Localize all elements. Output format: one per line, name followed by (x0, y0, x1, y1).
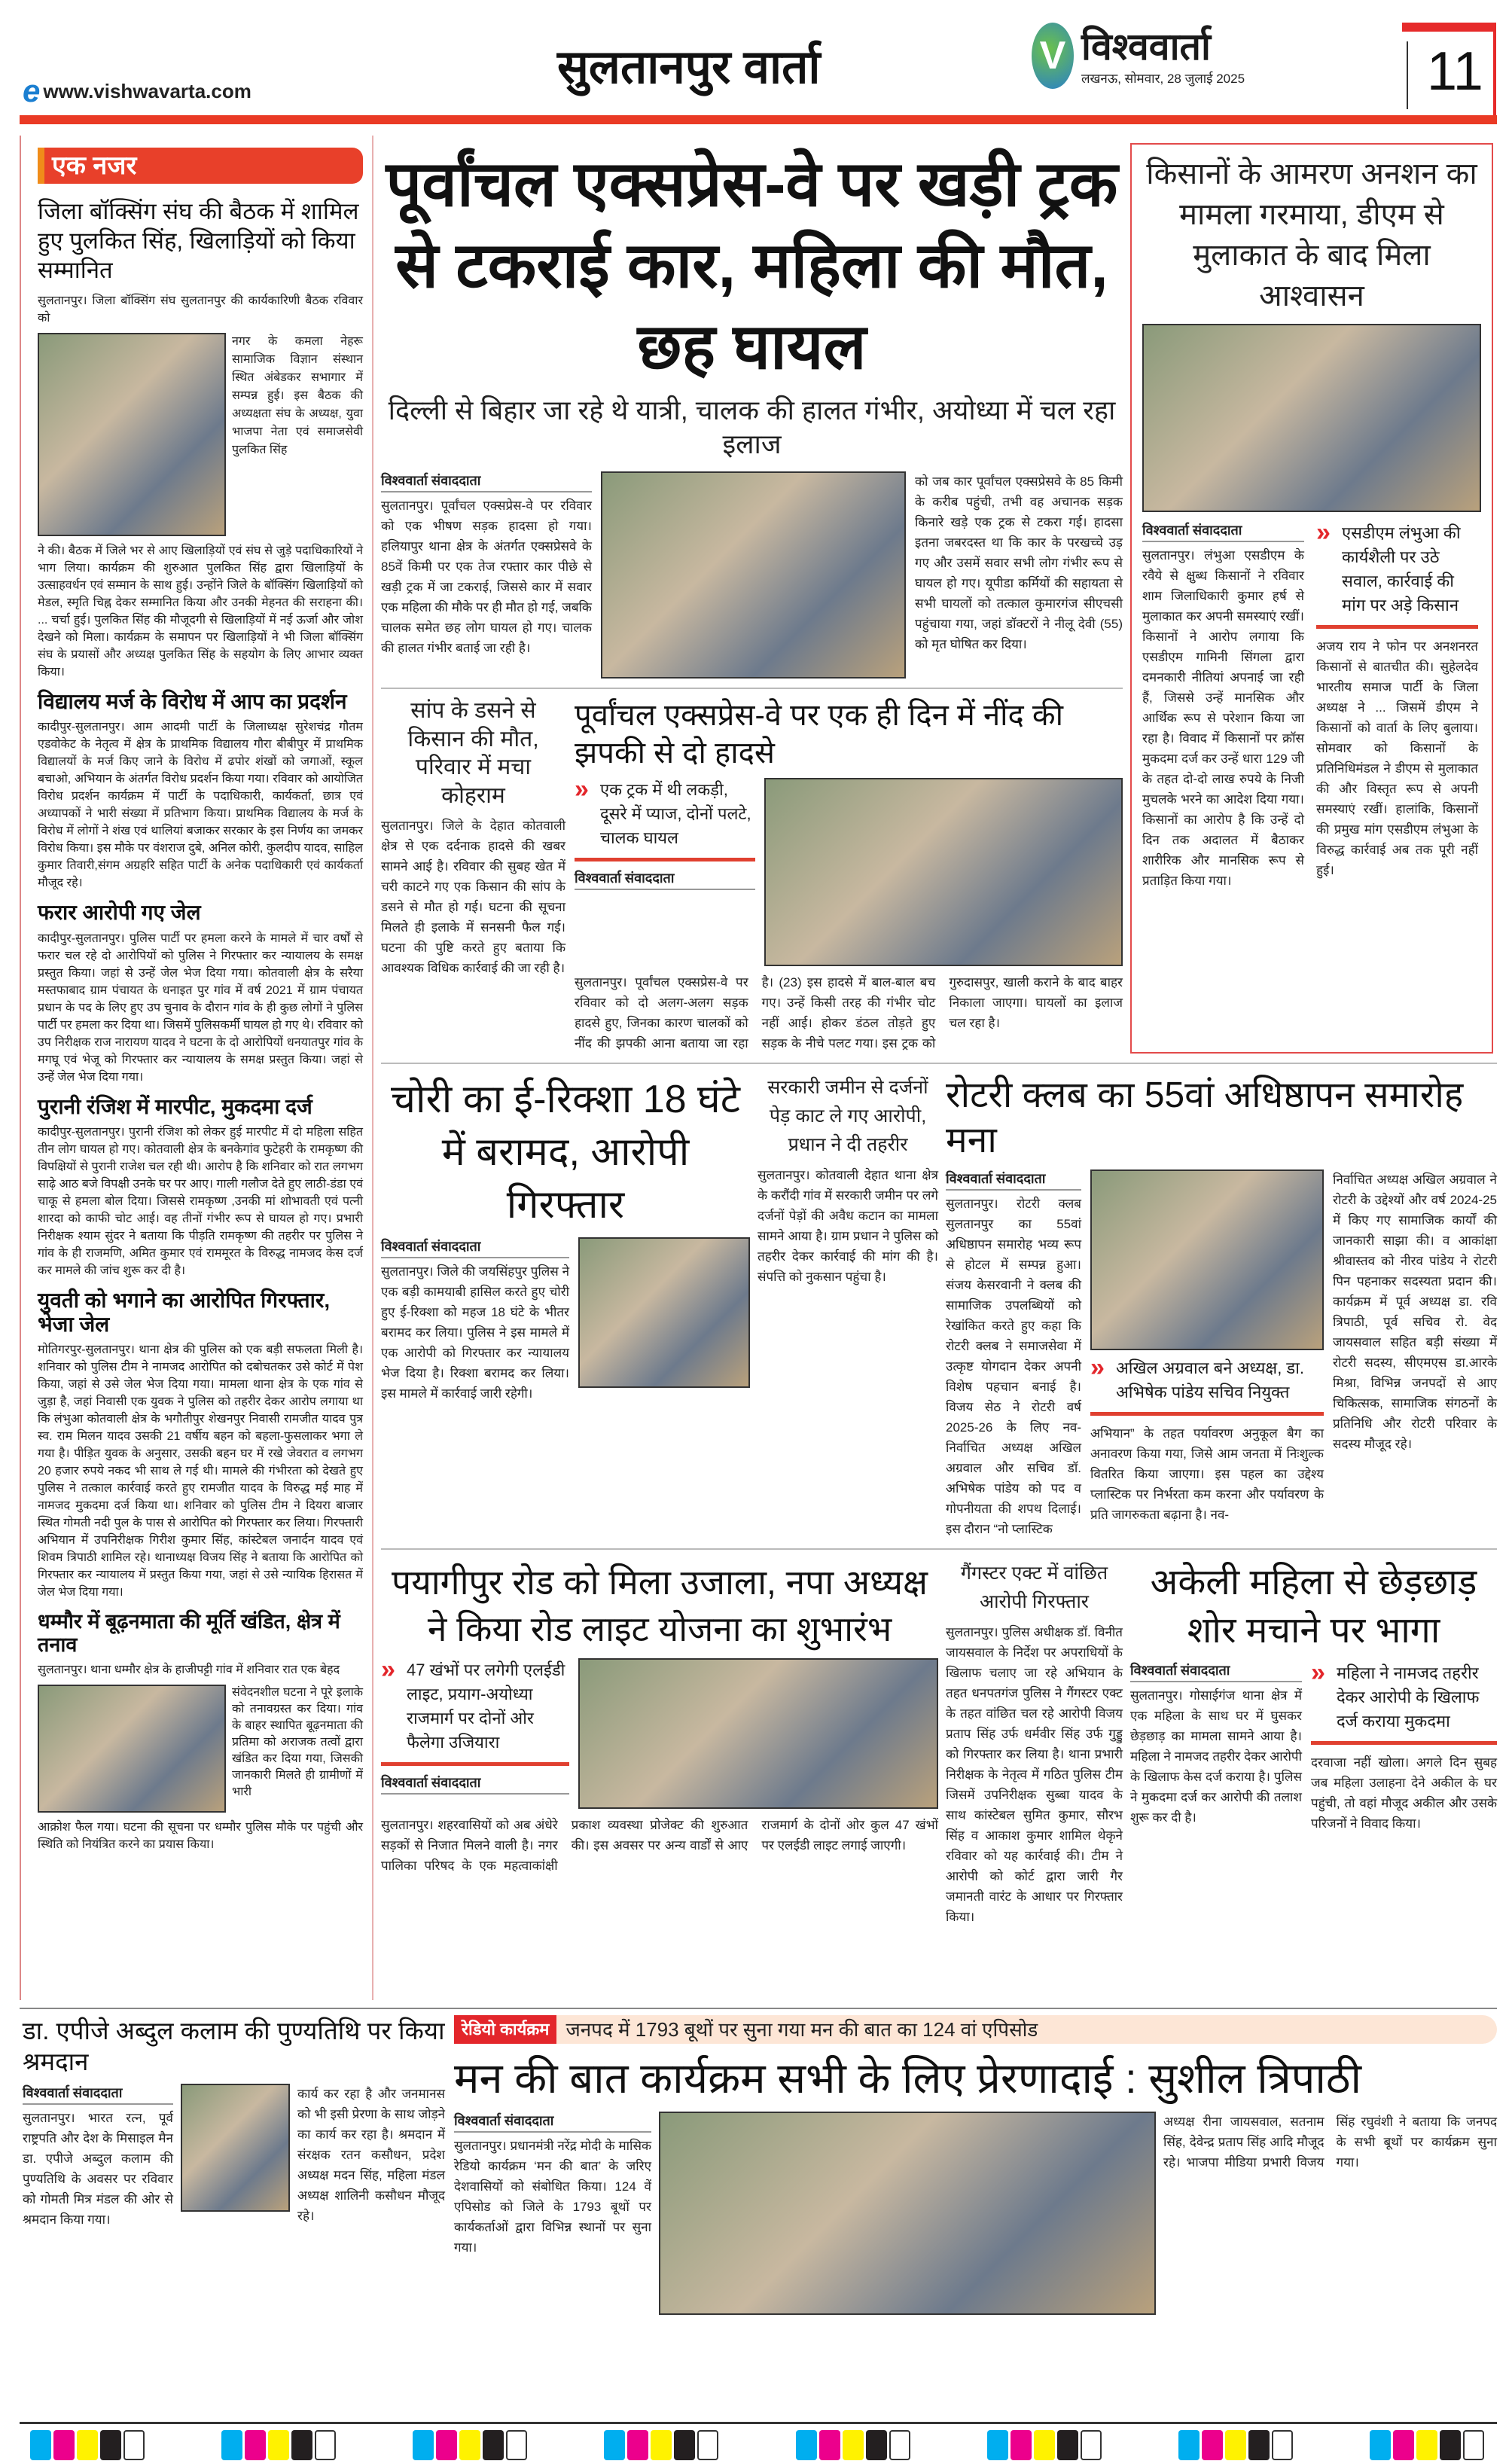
lead-byline: विश्ववार्ता संवाददाता (381, 471, 592, 492)
farmers-story-box (1130, 143, 1493, 1054)
kalam-body-right: कार्य कर रहा है और जनमानस को भी इसी प्रेरणा के साथ जोड़ने का कार्य कर रहा है। श्रमदान में संरक्षक रतन कसौधन, प्रदेश अध्यक्ष मदन सिंह, महिला मंडल अध्यक्ष शालिनी कसौधन मौजूद रहे। (297, 2086, 445, 2223)
radio-byline: विश्ववार्ता संवाददाता (454, 2112, 651, 2133)
ek-nazar-column (20, 136, 373, 2000)
story-headline: पुरानी रंजिश में मारपीट, मुकदमा दर्ज (38, 1094, 312, 1118)
erickshaw-body: सुलतानपुर। जिले की जयसिंहपुर पुलिस ने एक बड़ी कामयाबी हासिल करते हुए चोरी हुए ई-रिक्शा को महज 18 घंटे के भीतर बरामद कर लिया। पुलिस ने इस मामले में एक आरोपी को गिरफ्तार कर न्यायालय भेज दिया है। रिक्शा बरामद कर लिया। इस मामले में कार्रवाई जारी रहेगी। (381, 1264, 569, 1401)
kalam-byline: विश्ववार्ता संवाददाता (23, 2084, 173, 2105)
color-bar-group (796, 2430, 913, 2462)
farmers-byline: विश्ववार्ता संवाददाता (1142, 521, 1304, 542)
rotary-event-photo (1090, 1169, 1324, 1350)
farmers-pullquote (1316, 518, 1478, 629)
payagipur-body: सुलतानपुर। शहरवासियों को अब अंधेरे सड़कों से निजात मिलने वाली है। नगर पालिका परिषद के एक महत्वाकांक्षी प्रकाश व्यवस्था प्रोजेक्ट की शुरुआत की। इस अवसर पर अन्य वार्डों से आए राजमार्ग के दोनों ओर कुल 47 खंभों पर एलईडी लाइट लगाई जाएगी। (381, 1818, 938, 1873)
registration-color-bars (20, 2424, 1497, 2462)
brand-logo-icon: V (1032, 23, 1074, 89)
molestation-body-right: दरवाजा नहीं खोला। अगले दिन सुबह जब महिला उलाहना देने अकील के घर पहुंची, तो वहां मौजूद अकील और उसके परिजनों ने विवाद किया। (1311, 1755, 1497, 1831)
website-area (23, 74, 251, 108)
trees-headline: सरकारी जमीन से दर्जनों पेड़ काट ले गए आरोपी, प्रधान ने दी तहरीर (767, 1077, 928, 1155)
color-bar-group (604, 2430, 721, 2462)
masthead-red-bar (20, 115, 1497, 124)
pullquote-text: महिला ने नामजद तहरीर देकर आरोपी के खिलाफ दर्ज कराया मुकदमा (1337, 1664, 1480, 1731)
shramdan-photo (181, 2084, 290, 2212)
snake-headline: सांप के डसने से किसान की मौत, परिवार में मचा कोहराम (407, 698, 539, 808)
pullquote-text: एक ट्रक में थी लकड़ी, दूसरे में प्याज, दोनों पलटे, चालक घायल (600, 780, 751, 847)
mann-ki-baat-photo (659, 2112, 1156, 2315)
rotary-body-mid: अभियान” के तहत पर्यावरण अनुकूल बैग का अनावरण किया गया, जिसे आम जनता में निःशुल्क वितरित किया जाएगा। इस पहल का उद्देश्य प्लास्टिक पर निर्भरता कम करना और पर्यावरण के प्रति जागरुकता बढ़ाना है। नव- (1090, 1426, 1324, 1522)
bottom-band (20, 2008, 1497, 2414)
molestation-byline: विश्ववार्ता संवाददाता (1130, 1661, 1302, 1682)
masthead (0, 0, 1512, 136)
story-headline: विद्यालय मर्ज के विरोध में आप का प्रदर्शन (38, 690, 347, 714)
gangster-headline: गैंगस्टर एक्ट में वांछित आरोपी गिरफ्तार (960, 1563, 1108, 1612)
twin-accidents-body: सुलतानपुर। पूर्वांचल एक्सप्रेस-वे पर रविवार को दो अलग-अलग सड़क हादसे हुए, जिनका कारण चालकों को नींद की झपकी आना बताया जा रहा है। (23) इस हादसे में बाल-बाल बच गए। उन्हें किसी तरह की गंभीर चोट नहीं आई। होकर डंठल तोड़ते हुए सड़क के नीचे पलट गया। इस ट्रक को गुरुदासपुर, खाली कराने के बाद बाहर निकाला जाएगा। घायलों का इलाज चल रहा है। (575, 975, 1123, 1051)
story-body: कादीपुर-सुलतानपुर। पुरानी रंजिश को लेकर हुई मारपीट में दो महिला सहित तीन लोग घायल हो गए। कोतवाली क्षेत्र के बनकेगांव फुटेहरी के रामकृष्ण की विपक्षियों से पुरानी राजेश चल रही थी। आरोप है कि शनिवार को रात लगभग साढ़े आठ बजे विपक्षी उनके घर पर आए। गाली गलौज देते हुए लाठी-डंडा एवं चाकू से हमला बोल दिया। जिससे रामकृष्ण ,उनकी मां शोभावती एवं पत्नी शारदा को काफी चोट आई। वह तीनों गंभीर रूप से घायल हो गए। प्रभारी निरीक्षक श्याम सुंदर ने बताया कि पीड़ति रामकृष्ण की तहरीर पर पुलिस ने गांव के ही राजमणि, अमित कुमार एवं राममूरत के विरुद्ध नामजद केस दर्ज कर मामले की जांच शुरू कर दी है। (38, 1125, 363, 1277)
idol-site-photo (38, 1685, 226, 1813)
website-link[interactable]: www.vishwavarta.com (43, 79, 251, 102)
radio-headline: मन की बात कार्यक्रम सभी के लिए प्रेरणादाई : सुशील त्रिपाठी (454, 2054, 1361, 2102)
pullquote-text: अखिल अग्रवाल बने अध्यक्ष, डा. अभिषेक पांडेय सचिव नियुक्त (1116, 1359, 1305, 1401)
twin-accidents-pullquote (575, 775, 755, 861)
story-headline: जिला बॉक्सिंग संघ की बैठक में शामिल हुए पुलकित सिंह, खिलाड़ियों को किया सम्मानित (38, 198, 359, 283)
molestation-headline: अकेली महिला से छेड़छाड़ शोर मचाने पर भागा (1150, 1563, 1477, 1651)
chevron-icon: » (381, 1655, 395, 1684)
page-number: 11 (1427, 41, 1483, 102)
ek-nazar-label: एक नजर (52, 151, 137, 180)
chevron-icon: » (575, 775, 589, 804)
brand-block (1032, 23, 1245, 89)
color-bar-group (221, 2430, 338, 2462)
color-bar-group (413, 2430, 529, 2462)
page-content (20, 136, 1497, 2462)
brand-name: विश्ववार्ता (1081, 26, 1211, 68)
gangster-body: सुलतानपुर। पुलिस अधीक्षक डॉ. विनीत जायसवाल के निर्देश पर अपराधियों के खिलाफ चलाए जा रहे अभियान के तहत धनपतगंज पुलिस ने गैंगस्टर एक्ट के तहत वांछित चल रहे आरोपी विजय प्रताप सिंह उर्फ धर्मवीर सिंह उर्फ गुड्डु को गिरफ्तार कर लिया है। थाना प्रभारी निरीक्षक के नेतृत्व में गठित पुलिस टीम जिसमें उपनिरीक्षक सुब्बा यादव के साथ कांस्टेबल सुमित कुमार, सौरभ सिंह व आकाश कुमार शामिल थेकृने रविवार को यह कार्रवाई की। टीम ने आरोपी को कोर्ट द्वारा जारी गैर जमानती वारंट के आधार पर गिरफ्तार किया। (946, 1625, 1123, 1924)
radio-body-right: अध्यक्ष रीना जायसवाल, सतनाम सिंह, देवेन्द्र प्रताप सिंह आदि मौजूद रहे। भाजपा मीडिया प्रभारी विजय सिंह रघुवंशी ने बताया कि जनपद के सभी बूथों पर कार्यक्रम सुना गया। (1163, 2115, 1497, 2170)
dateline: लखनऊ, सोमवार, 28 जुलाई 2025 (1081, 72, 1245, 86)
story-side-text: नगर के कमला नेहरू सामाजिक विज्ञान संस्थान स्थित अंबेडकर सभागार में सम्पन्न हुई। इस बैठक की अध्यक्षता संघ के अध्यक्ष, युवा भाजपा नेता एवं समाजसेवी पुलकित सिंह (232, 335, 363, 457)
story-lead: सुलतानपुर। जिला बॉक्सिंग संघ सुलतानपुर की कार्यकारिणी बैठक रविवार को (38, 294, 363, 325)
farmers-headline: किसानों के आमरण अनशन का मामला गरमाया, डीएम से मुलाकात के बाद मिला आश्वासन (1146, 157, 1477, 313)
molestation-pullquote (1311, 1658, 1497, 1745)
ek-nazar-banner (38, 148, 363, 184)
color-bar-group (1178, 2430, 1295, 2462)
pullquote-text: 47 खंभों पर लगेगी एलईडी लाइट, प्रयाग-अयोध्या राजमार्ग पर दोनों ओर फैलेगा उजियारा (407, 1660, 565, 1752)
farmers-body-left: सुलतानपुर। लंभुआ एसडीएम के रवैये से क्षुब्ध किसानों ने रविवार शाम जिलाधिकारी कुमार हर्ष से मुलाकात कर अपनी समस्याएं रखीं। किसानों ने आरोप लगाया कि एसडीएम गामिनी सिंगला द्वारा दमनकारी नीतियां अपनाई जा रही हैं, जिससे उन्हें मानसिक और आर्थिक रूप से परेशान किया जा रहा है। विवाद में किसानों पर क्रॉस मुकदमा दर्ज कर उन्हें धारा 129 जी के तहत दो-दो लाख रुपये के निजी मुचलके भरने का आदेश दिया गया। किसानों का आरोप है कि उन्हें दो दिन तक अदालत में बैठाकर शारीरिक और मानसिक रूप से प्रताड़ित किया गया। (1142, 548, 1304, 888)
payagipur-headline: पयागीपुर रोड को मिला उजाला, नपा अध्यक्ष ने किया रोड लाइट योजना का शुभारंभ (391, 1563, 928, 1648)
pullquote-text: एसडीएम लंभुआ की कार्यशैली पर उठे सवाल, कार्रवाई की मांग पर अड़े किसान (1342, 523, 1461, 614)
chevron-icon: » (1090, 1353, 1105, 1382)
lead-body-right: को जब कार पूर्वांचल एक्सप्रेसवे के 85 किमी के करीब पहुंची, तभी वह अचानक सड़क किनारे खड़े एक ट्रक से टकरा गई। हादसा इतना जबरदस्त था कि कार के परखच्चे उड़ गए और उसमें सवार सभी लोग गंभीर रूप से घायल हो गए। यूपीडा कर्मियों की सहायता से सभी घायलों को तत्काल कुमारगंज सीएचसी पहुंचाया गया, जहां डॉक्टरों ने नीलू देवी (55) को मृत घोषित कर दिया। (915, 474, 1123, 651)
rotary-body-left: सुलतानपुर। रोटरी क्लब सुलतानपुर का 55वां अधिष्ठापन समारोह भव्य रूप से होटल में सम्पन्न हुआ। संजय केसरवानी ने क्लब की सामाजिक उपलब्धियों को रेखांकित करते हुए कहा कि रोटरी क्लब ने समाजसेवा में उत्कृष्ट योगदान देकर अपनी विशेष पहचान बनाई है। विजय सेठ ने रोटरी वर्ष 2025-26 के लिए नव-निर्वाचित अध्यक्ष अखिल अग्रवाल और सचिव डॉ. अभिषेक पांडेय को पद व गोपनीयता की शपथ दिलाई। इस दौरान “नो प्लास्टिक (946, 1197, 1081, 1536)
story-headline: धम्मौर में बूढ़नमाता की मूर्ति खंडित, क्षेत्र में तनाव (38, 1610, 340, 1657)
story-body: कादीपुर-सुलतानपुर। पुलिस पार्टी पर हमला करने के मामले में चार वर्षों से फरार चल रहे दो आरोपियों को पुलिस ने गिरफ्तार कर न्यायालय के समक्ष प्रस्तुत किया। जहां से उन्हें जेल भेज दिया गया। कोतवाली क्षेत्र के सरैया मस्तफाबाद ग्राम पंचायत के धनाइत पुर गांव में वर्ष 2021 में ग्राम पंचायत प्रधान के पद के लिए हुए उप चुनाव के दौरान गांव के ही कुछ लोगों ने पुलिस पार्टी पर हमला कर दिया था। जिसमें पुलिसकर्मी घायल हो गए थे। रविवार को उप निरीक्षक राज नारायण यादव ने घटना के दो आरोपियों धनयातपुर गांव के मगघू एवं भेजू को गिरफ्तार कर न्यायालय के समक्ष प्रस्तुत किया। जहां से उन्हें जेल भेज दिया गया। (38, 932, 363, 1084)
main-area (381, 136, 1497, 2000)
story-body: कादीपुर-सुलतानपुर। आम आदमी पार्टी के जिलाध्यक्ष सुरेशचंद्र गौतम एडवोकेट के नेतृत्व में क्षेत्र के प्राथमिक विद्यालय गौरा बीबीपुर में प्राथमिक विद्यालयों के मर्ज किए जाने के विरोध में ढपोर शंखों को जगाओं, स्कूल बचाओ, अभियान के अंतर्गत विरोध प्रदर्शन किया गया। रविवार को आयोजित विरोध प्रदर्शन कार्यक्रम में पार्टी के पदाधिकारी, कार्यकर्ता, छात्र एवं अध्यापकों ने भारी संख्या में प्रतिभाग किया। प्राथमिक विद्यालय के मर्ज के विरोध में लोगों ने शंख एवं थालियां बजाकर सरकार के इस निर्णय का जमकर विरोध किया। इस मौके पर वंशराज दुबे, अनिल कोरी, कुलदीप यादव, साहिल कुमार तिवारी,संगम अग्रहरि सहित पार्टी के अनेक पदाधिकारी एवं कार्यकर्ता मौजूद रहे। (38, 721, 363, 890)
car-crash-photo (601, 471, 906, 679)
story-body: मोतिगरपुर-सुलतानपुर। थाना क्षेत्र की पुलिस को एक बड़ी सफलता मिली है। शनिवार को पुलिस टीम ने नामजद आरोपित को दबोचतकर उसे कोर्ट में पेश किया, जहां से उसे जेल भेज दिया गया। मामला थाना क्षेत्र के एक गांव से जुड़ा है, जहां निवासी एक युवक ने पुलिस को तहरीर देकर आरोप लगाया था कि लंभुआ कोतवाली क्षेत्र के भगौतीपुर शेखनपुर निवासी रामजीत यादव पुत्र स्व. राम मिलन यादव उसकी 21 वर्षीय बहन को बहला-फुसलाकर भगा ले गया है। पीड़ित युवक के अनुसार, उसकी बहन घर में रखे जेवरात व लगभग 20 हजार रुपये नकद भी साथ ले गई थी। मामले की गंभीरता को देखते हुए पुलिस ने तत्काल कार्रवाई करते हुए रामजीत यादव के विरुद्ध मई माह में नामजद मुकदमा दर्ज किया था। शनिवार को पुलिस टीम ने दियरा बाजार स्थित गोमती नदी पुल के पास से आरोपित को गिरफ्तार कर लिया। गिरफ्तारी अभियान में उपनिरीक्षक गिरीश कुमार सिंह, कांस्टेबल जनार्दन यादव एवं शिवम त्रिपाठी शामिल रहे। थानाध्यक्ष विजय सिंह ने बताया कि आरोपित को गिरफ्तार कर न्यायालय में प्रस्तुत किया गया, जहां से उसे न्यायिक हिरासत में जेल भेज दिया गया। (38, 1343, 363, 1599)
lead-headline: पूर्वांचल एक्सप्रेस-वे पर खड़ी ट्रक से टकराई कार, महिला की मौत, छह घायल (386, 148, 1118, 382)
color-bar-group (987, 2430, 1104, 2462)
road-light-launch-photo (578, 1658, 938, 1809)
twin-accidents-byline: विश्ववार्ता संवाददाता (575, 869, 755, 890)
kalam-body-left: सुलतानपुर। भारत रत्न, पूर्व राष्ट्रपति और देश के मिसाइल मैन डा. एपीजे अब्दुल कलाम की पुण्यतिथि के अवसर पर रविवार को गोमती मित्र मंडल की ओर से श्रमदान किया गया। (23, 2110, 173, 2227)
radio-banner (454, 2015, 1497, 2044)
story-side-text: संवेदनशील घटना ने पूरे इलाके को तनावग्रस्त कर दिया। गांव के बाहर स्थापित बूढ़नमाता की प्रतिमा को अराजक तत्वों द्वारा खंडित कर दिया गया, जिसकी जानकारी मिलते ही ग्रामीणों में भारी (232, 1686, 363, 1799)
rotary-byline: विश्ववार्ता संवाददाता (946, 1169, 1081, 1191)
chevron-icon: » (1311, 1658, 1325, 1687)
dm-meeting-photo (1142, 324, 1481, 512)
erickshaw-photo (578, 1237, 750, 1388)
payagipur-pullquote (381, 1655, 569, 1766)
section-title: सुलतानपुर वार्ता (557, 41, 821, 93)
erickshaw-byline: विश्ववार्ता संवाददाता (381, 1237, 569, 1258)
story-body: ने की। बैठक में जिले भर से आए खिलाड़ियों एवं संघ से जुड़े पदाधिकारियों ने भाग लिया। कार्यक्रम की शुरुआत पुलकित सिंह द्वारा खिलाड़ियों के उत्साहवर्धन एवं सम्मान के साथ हुई। उन्होंने जिले के बॉक्सिंग खिलाड़ियों को मेडल, स्मृति चिह्न देकर सम्मानित किया और उनकी मेहनत की सराहना की। ... चर्चा हुई। पुलकित सिंह की मौजूदगी से खिलाड़ियों में नई ऊर्जा और जोश देखने को मिला। कार्यक्रम के समापन पर खिलाड़ियों ने भी जिला बॉक्सिंग संघ के प्रयासों और अध्यक्ष पुलकित सिंह के सहयोग के लिए आभार व्यक्त किया। (38, 544, 363, 679)
farmers-body-right: अजय राय ने फोन पर अनशनरत किसानों से बातचीत की। सुहेलदेव भारतीय समाज पार्टी के जिला अध्यक्ष ने ... जिसमें डीएम ने किसानों को वार्ता के लिए बुलाया। सोमवार को किसानों के प्रतिनिधिमंडल ने डीएम से मुलाकात की और विस्तृत रूप से अपनी समस्याएं रखीं। हालांकि, किसानों की प्रमुख मांग एसडीएम लंभुआ के विरुद्ध कार्रवाई अब तक पूरी नहीं हुई। (1316, 639, 1478, 877)
payagipur-byline: विश्ववार्ता संवाददाता (381, 1773, 569, 1795)
story-lead: सुलतानपुर। थाना धम्मौर क्षेत्र के हाजीपट्टी गांव में शनिवार रात एक बेहद (38, 1664, 340, 1677)
chevron-icon: » (1316, 518, 1331, 547)
rotary-headline: रोटरी क्लब का 55वां अधिष्ठापन समारोह मना (946, 1075, 1464, 1160)
radio-banner-text: जनपद में 1793 बूथों पर सुना गया मन की बात का 124 वां एपिसोड (565, 2018, 1038, 2041)
radio-label: रेडियो कार्यक्रम (454, 2015, 556, 2044)
erickshaw-headline: चोरी का ई-रिक्शा 18 घंटे में बरामद, आरोपी गिरफ्तार (391, 1078, 740, 1227)
lead-body-left: सुलतानपुर। पूर्वांचल एक्सप्रेस-वे पर रविवार को एक भीषण सड़क हादसा हो गया। हलियापुर थाना क्षेत्र के अंतर्गत एक्सप्रेसवे के 85वें किमी पर एक तेज रफ्तार कार पीछे से खड़ी ट्रक में जा टकराई, जिससे कार में सवार एक महिला की मौके पर ही मौत हो गई, जबकि चालक समेत छह लोग घायल हो गए। चालक की हालत गंभीर बताई जा रही है। (381, 499, 592, 655)
overturned-truck-photo (764, 778, 1123, 966)
radio-body-left: सुलतानपुर। प्रधानमंत्री नरेंद्र मोदी के मासिक रेडियो कार्यक्रम ‘मन की बात’ के जरिए देशवासियों को संबोधित किया। 124 वें एपिसोड को जिले के 1793 बूथों पर कार्यकर्ताओं द्वारा विभिन्न स्थानों पर सुना गया। (454, 2139, 651, 2255)
story-headline: युवती को भगाने का आरोपित गिरफ्तार, भेजा जेल (38, 1288, 331, 1336)
kalam-headline: डा. एपीजे अब्दुल कलाम की पुण्यतिथि पर किया श्रमदान (23, 2017, 445, 2076)
divider (1407, 41, 1408, 109)
boxing-photo (38, 333, 226, 536)
snake-body: सुलतानपुर। जिले के देहात कोतवाली क्षेत्र से एक दर्दनाक हादसे की खबर सामने आई है। रविवार की सुबह खेत में चरी काटने गए एक किसान की सांप के डसने से मौत हो गई। घटना की सूचना मिलते ही इलाके में सनसनी फैल गई। घटना की पुष्टि करते हुए बताया कि आवश्यक विधिक कार्रवाई की जा रही है। (381, 819, 565, 975)
color-bar-group (30, 2430, 147, 2462)
color-bar-group (1370, 2430, 1486, 2462)
twin-accidents-headline: पूर्वांचल एक्सप्रेस-वे पर एक ही दिन में नींद की झपकी से दो हादसे (575, 699, 1063, 770)
story-headline: फरार आरोपी गए जेल (38, 901, 201, 925)
lead-subhead: दिल्ली से बिहार जा रहे थे यात्री, चालक की हालत गंभीर, अयोध्या में चल रहा इलाज (388, 395, 1116, 459)
browser-e-icon: e (23, 73, 41, 108)
story-body: आक्रोश फैल गया। घटना की सूचना पर धम्मौर पुलिस मौके पर पहुंची और स्थिति को नियंत्रित करने का प्रयास किया। (38, 1821, 363, 1852)
rotary-body-right: निर्वाचित अध्यक्ष अखिल अग्रवाल ने रोटरी के उद्देश्यों और वर्ष 2024-25 में किए गए सामाजिक कार्यों की जानकारी साझा की। व आकांक्षा श्रीवास्तव को नीरव पांडेय ने रोटरी पिन पहनाकर सदस्यता प्रदान की। कार्यक्रम में पूर्व अध्यक्ष डा. रवि त्रिपाठी, पूर्व सचिव रो. वेद जायसवाल सहित बड़ी संख्या में रोटरी सदस्य, सीएमएस डा.आरके मिश्रा, विभिन्न जनपदों से आए चिकित्सक, सामाजिक संगठनों के प्रतिनिधि और रोटरी परिवार के सदस्य मौजूद रहे। (1333, 1173, 1497, 1451)
rotary-pullquote (1090, 1353, 1324, 1416)
trees-body: सुलतानपुर। कोतवाली देहात थाना क्षेत्र के करौंदी गांव में सरकारी जमीन पर लगे दर्जनों पेड़ों की अवैध कटान का मामला सामने आया है। ग्राम प्रधान ने पुलिस को तहरीर देकर कार्रवाई की मांग की है। संपत्ति को नुकसान पहुंचा है। (758, 1168, 938, 1284)
molestation-body-left: सुलतानपुर। गोसाईगंज थाना क्षेत्र में एक महिला के साथ घर में घुसकर छेड़छाड़ का मामला सामने आया है। महिला ने नामजद तहरीर देकर आरोपी के खिलाफ केस दर्ज कराया है। पुलिस ने मुकदमा दर्ज कर आरोपी की तलाश शुरू कर दी है। (1130, 1688, 1302, 1825)
